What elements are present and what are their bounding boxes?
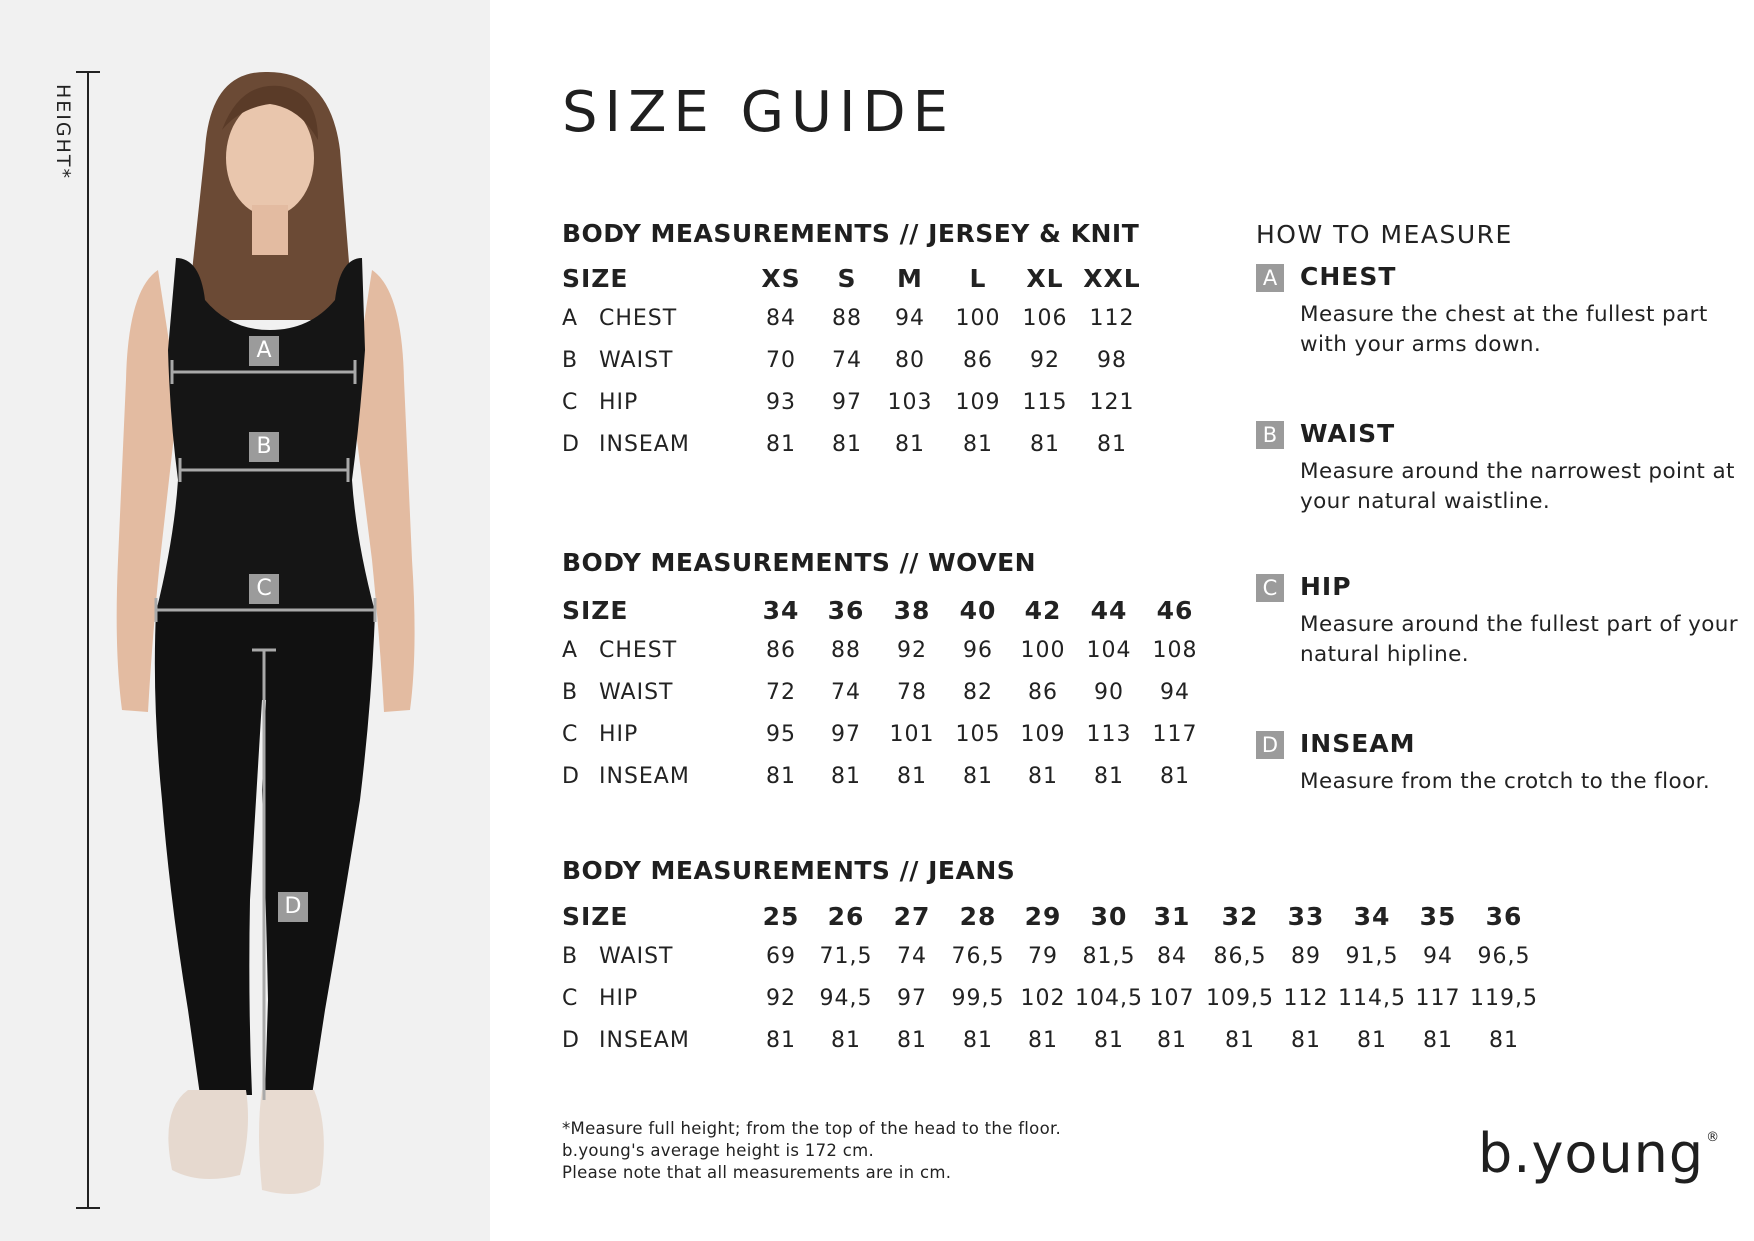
- table-cell: 121: [1089, 390, 1135, 415]
- row-letter: C: [562, 722, 579, 747]
- row-name: CHEST: [599, 638, 678, 663]
- table-cell: 114,5: [1338, 986, 1406, 1011]
- table-cell: 81,5: [1082, 944, 1136, 969]
- size-header: XS: [761, 264, 801, 293]
- table-cell: 81: [831, 764, 861, 789]
- table-cell: 81: [766, 1028, 796, 1053]
- table-cell: 80: [895, 348, 925, 373]
- table-cell: 81: [1291, 1028, 1321, 1053]
- table-cell: 109: [1020, 722, 1066, 747]
- how-item-text: Measure from the crotch to the floor.: [1300, 769, 1711, 794]
- footnote-line: Please note that all measurements are in cm.: [562, 1163, 952, 1182]
- row-letter: D: [562, 1028, 580, 1053]
- table-cell: 81: [1028, 1028, 1058, 1053]
- table-cell: 74: [897, 944, 927, 969]
- marker-a: A: [249, 336, 279, 366]
- table-cell: 94: [1423, 944, 1453, 969]
- size-header: 40: [959, 596, 997, 625]
- table-cell: 104: [1086, 638, 1132, 663]
- size-header: 26: [827, 902, 865, 931]
- table-cell: 119,5: [1470, 986, 1538, 1011]
- brand-logo: [1478, 1122, 1720, 1185]
- row-name: INSEAM: [599, 1028, 690, 1053]
- table-cell: 99,5: [951, 986, 1005, 1011]
- how-item-text: Measure around the narrowest point at your natural waistline.: [1300, 459, 1735, 514]
- table-cell: 74: [831, 680, 861, 705]
- size-header-label: SIZE: [562, 596, 629, 625]
- how-badge-d: D: [1256, 731, 1284, 759]
- row-letter: B: [562, 348, 579, 373]
- table-cell: 84: [766, 306, 796, 331]
- table-cell: 100: [1020, 638, 1066, 663]
- table-cell: 94,5: [819, 986, 873, 1011]
- table-cell: 81: [897, 764, 927, 789]
- table-cell: 117: [1152, 722, 1198, 747]
- table-cell: 81: [832, 432, 862, 457]
- row-name: HIP: [599, 722, 639, 747]
- footnote-line: b.young's average height is 172 cm.: [562, 1141, 875, 1160]
- table-cell: 109,5: [1206, 986, 1274, 1011]
- footnote: [562, 1118, 1061, 1184]
- table-cell: 86: [766, 638, 796, 663]
- how-badge-a: A: [1256, 264, 1284, 292]
- row-name: WAIST: [599, 680, 674, 705]
- marker-d: D: [278, 892, 308, 922]
- table-cell: 88: [832, 306, 862, 331]
- size-header: 42: [1024, 596, 1062, 625]
- size-header: 25: [762, 902, 800, 931]
- row-letter: B: [562, 944, 579, 969]
- table-cell: 107: [1149, 986, 1195, 1011]
- table-cell: 81: [1160, 764, 1190, 789]
- table-cell: 78: [897, 680, 927, 705]
- table-cell: 70: [766, 348, 796, 373]
- footnote-line: *Measure full height; from the top of the head to the floor.: [562, 1119, 1062, 1138]
- row-letter: C: [562, 986, 579, 1011]
- table-cell: 72: [766, 680, 796, 705]
- size-header: 34: [762, 596, 800, 625]
- size-header: 35: [1419, 902, 1457, 931]
- table-cell: 113: [1086, 722, 1132, 747]
- table-cell: 86: [1028, 680, 1058, 705]
- table-cell: 69: [766, 944, 796, 969]
- table-cell: 109: [955, 390, 1001, 415]
- table-cell: 108: [1152, 638, 1198, 663]
- table-cell: 102: [1020, 986, 1066, 1011]
- how-badge-b: B: [1256, 421, 1284, 449]
- size-header: M: [897, 264, 923, 293]
- table-cell: 81: [766, 432, 796, 457]
- size-header: 31: [1153, 902, 1191, 931]
- table-cell: 81: [1489, 1028, 1519, 1053]
- row-letter: C: [562, 390, 579, 415]
- table-cell: 117: [1415, 986, 1461, 1011]
- table-cell: 81: [1030, 432, 1060, 457]
- size-header: 27: [893, 902, 931, 931]
- size-header: 32: [1221, 902, 1259, 931]
- size-header: 29: [1024, 902, 1062, 931]
- size-header: 38: [893, 596, 931, 625]
- table-cell: 92: [1030, 348, 1060, 373]
- row-name: INSEAM: [599, 432, 690, 457]
- table-cell: 81: [1423, 1028, 1453, 1053]
- row-letter: D: [562, 432, 580, 457]
- table-cell: 81: [1097, 432, 1127, 457]
- row-letter: D: [562, 764, 580, 789]
- model-illustration: [0, 0, 490, 1241]
- table-cell: 94: [895, 306, 925, 331]
- table-cell: 104,5: [1075, 986, 1143, 1011]
- table-cell: 95: [766, 722, 796, 747]
- table-cell: 115: [1022, 390, 1068, 415]
- row-letter: A: [562, 638, 579, 663]
- row-name: INSEAM: [599, 764, 690, 789]
- table-cell: 76,5: [951, 944, 1005, 969]
- table-cell: 92: [897, 638, 927, 663]
- table-cell: 81: [766, 764, 796, 789]
- table-cell: 96,5: [1477, 944, 1531, 969]
- how-item-heading: CHEST: [1300, 262, 1397, 291]
- marker-c: C: [249, 574, 279, 604]
- table-cell: 96: [963, 638, 993, 663]
- table-cell: 81: [895, 432, 925, 457]
- table-cell: 88: [831, 638, 861, 663]
- table-cell: 81: [1094, 764, 1124, 789]
- table-cell: 82: [963, 680, 993, 705]
- table-cell: 92: [766, 986, 796, 1011]
- how-item-text: Measure the chest at the fullest part with your arms down.: [1300, 302, 1708, 357]
- table-cell: 86,5: [1213, 944, 1267, 969]
- size-header: 36: [1485, 902, 1523, 931]
- table-cell: 81: [963, 764, 993, 789]
- size-header: 33: [1287, 902, 1325, 931]
- size-header: 44: [1090, 596, 1128, 625]
- table-cell: 91,5: [1345, 944, 1399, 969]
- row-name: WAIST: [599, 944, 674, 969]
- logo-text: b.young: [1478, 1122, 1705, 1185]
- registered-mark: ®: [1706, 1130, 1721, 1145]
- marker-b: B: [249, 432, 279, 462]
- table-cell: 112: [1283, 986, 1329, 1011]
- table-cell: 101: [889, 722, 935, 747]
- table-cell: 93: [766, 390, 796, 415]
- table-cell: 74: [832, 348, 862, 373]
- table-title-jeans: BODY MEASUREMENTS // JEANS: [562, 856, 1016, 885]
- table-title-woven: BODY MEASUREMENTS // WOVEN: [562, 548, 1037, 577]
- table-title-jersey: BODY MEASUREMENTS // JERSEY & KNIT: [562, 219, 1140, 248]
- table-cell: 105: [955, 722, 1001, 747]
- row-letter: B: [562, 680, 579, 705]
- table-cell: 86: [963, 348, 993, 373]
- table-cell: 97: [831, 722, 861, 747]
- size-header: S: [837, 264, 857, 293]
- size-header: XXL: [1083, 264, 1141, 293]
- table-cell: 84: [1157, 944, 1187, 969]
- table-cell: 94: [1160, 680, 1190, 705]
- table-cell: 97: [832, 390, 862, 415]
- how-item-text: Measure around the fullest part of your natural hipline.: [1300, 612, 1739, 667]
- how-item-heading: WAIST: [1300, 419, 1396, 448]
- size-header: L: [969, 264, 987, 293]
- size-header: XL: [1026, 264, 1064, 293]
- table-cell: 81: [1094, 1028, 1124, 1053]
- how-item-heading: HIP: [1300, 572, 1352, 601]
- model-photo-panel: [0, 0, 490, 1241]
- table-cell: 112: [1089, 306, 1135, 331]
- table-cell: 81: [1357, 1028, 1387, 1053]
- how-badge-c: C: [1256, 574, 1284, 602]
- size-header-label: SIZE: [562, 902, 629, 931]
- table-cell: 81: [831, 1028, 861, 1053]
- table-cell: 89: [1291, 944, 1321, 969]
- table-cell: 98: [1097, 348, 1127, 373]
- table-cell: 81: [1225, 1028, 1255, 1053]
- how-to-measure-title: HOW TO MEASURE: [1256, 220, 1513, 249]
- how-item-heading: INSEAM: [1300, 729, 1416, 758]
- table-cell: 81: [963, 1028, 993, 1053]
- size-header: 30: [1090, 902, 1128, 931]
- row-name: CHEST: [599, 306, 678, 331]
- row-letter: A: [562, 306, 579, 331]
- table-cell: 71,5: [819, 944, 873, 969]
- table-cell: 106: [1022, 306, 1068, 331]
- table-cell: 97: [897, 986, 927, 1011]
- size-header-label: SIZE: [562, 264, 629, 293]
- size-header: 34: [1353, 902, 1391, 931]
- size-header: 28: [959, 902, 997, 931]
- height-label: HEIGHT*: [52, 84, 74, 181]
- table-cell: 103: [887, 390, 933, 415]
- page-title: SIZE GUIDE: [562, 80, 956, 145]
- table-cell: 79: [1028, 944, 1058, 969]
- size-header: 36: [827, 596, 865, 625]
- row-name: HIP: [599, 390, 639, 415]
- table-cell: 81: [1157, 1028, 1187, 1053]
- row-name: HIP: [599, 986, 639, 1011]
- table-cell: 100: [955, 306, 1001, 331]
- table-cell: 81: [1028, 764, 1058, 789]
- table-cell: 81: [963, 432, 993, 457]
- table-cell: 81: [897, 1028, 927, 1053]
- row-name: WAIST: [599, 348, 674, 373]
- table-cell: 90: [1094, 680, 1124, 705]
- size-header: 46: [1156, 596, 1194, 625]
